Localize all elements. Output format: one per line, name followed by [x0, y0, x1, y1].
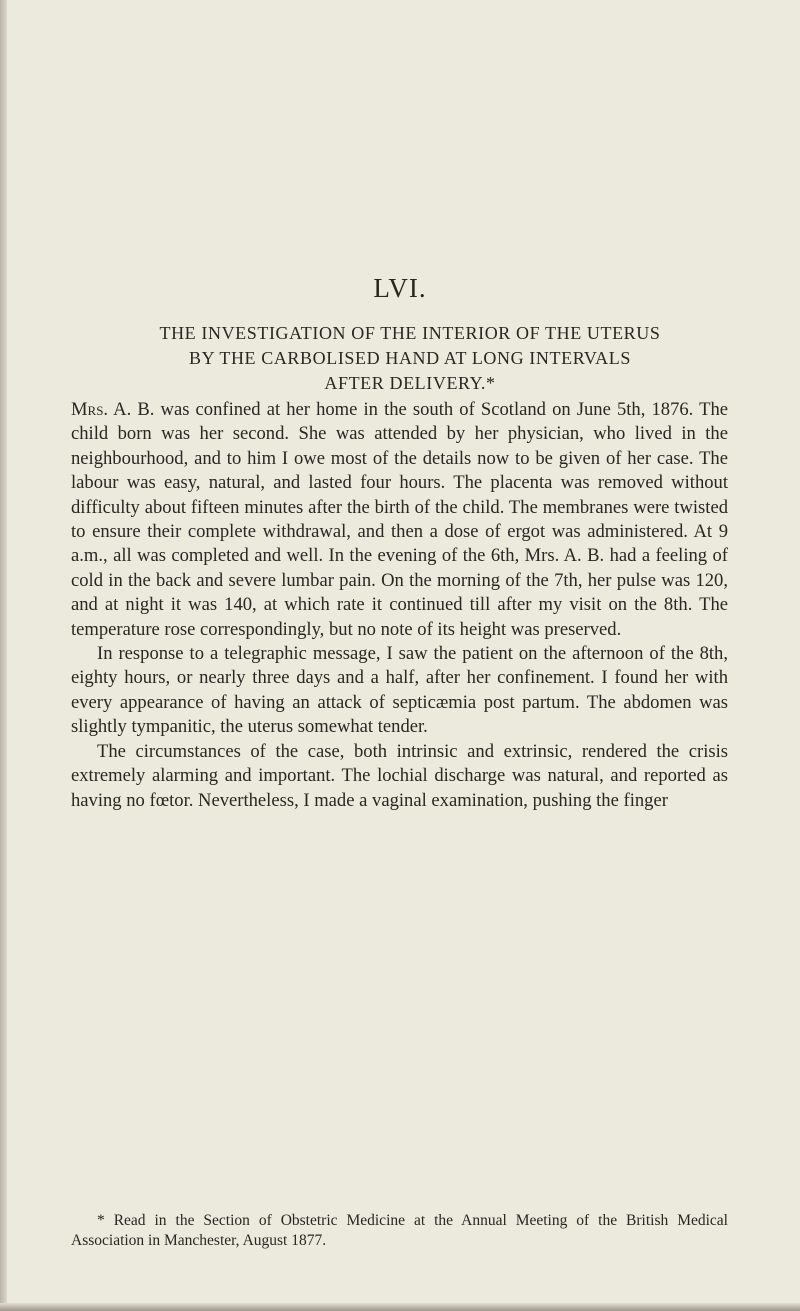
page-edge-shadow [0, 0, 7, 1311]
paragraph-1-smallcaps: Mrs. [71, 399, 109, 420]
paragraph-2: In response to a telegraphic message, I saw the patient on the afternoon of the 8th, eighty hours, or nearly three days and a half, after her confinement. I found her with every appearance of having an attack of septicæmia post partum. The abdomen was slightly tympanitic, the uterus somewhat tender. [71, 643, 728, 738]
chapter-numeral: LVI. [373, 273, 427, 303]
title-line-2: BY THE CARBOLISED HAND AT LONG INTERVALS [189, 348, 631, 368]
paragraph-3: The circumstances of the case, both intrinsic and extrinsic, rendered the crisis extremely alarming and important. The lochial discharge was natural, and reported as having no fœtor. Nevertheless, I made a vaginal examination, pushing the finger [71, 740, 728, 811]
page-bottom-edge [0, 1303, 800, 1311]
article-body [71, 398, 728, 813]
title-line-1: THE INVESTIGATION OF THE INTERIOR OF THE UTERUS [159, 323, 661, 343]
footnote: * Read in the Section of Obstetric Medicine at the Annual Meeting of the British Medical Association in Manchester, August 1877. [71, 1212, 728, 1249]
article-title [100, 321, 720, 396]
paragraph-1-text: A. B. was confined at her home in the south of Scotland on June 5th, 1876. The child born was her second. She was attended by her physician, who lived in the neighbourhood, and to him I owe most of the details now to be given of her case. The labour was easy, natural, and lasted four hours. The placenta was removed without difficulty about fifteen minutes after the birth of the child. The membranes were twisted to ensure their complete withdrawal, and then a dose of ergot was administered. At 9 a.m., all was completed and well. In the evening of the 6th, Mrs. A. B. had a feeling of cold in the back and severe lumbar pain. On the morning of the 7th, her pulse was 120, and at night it was 140, at which rate it continued till after my visit on the 8th. The temperature rose correspondingly, but no note of its height was preserved. [71, 399, 728, 640]
paragraph-1 [71, 398, 728, 642]
title-line-3: AFTER DELIVERY.* [324, 373, 496, 393]
